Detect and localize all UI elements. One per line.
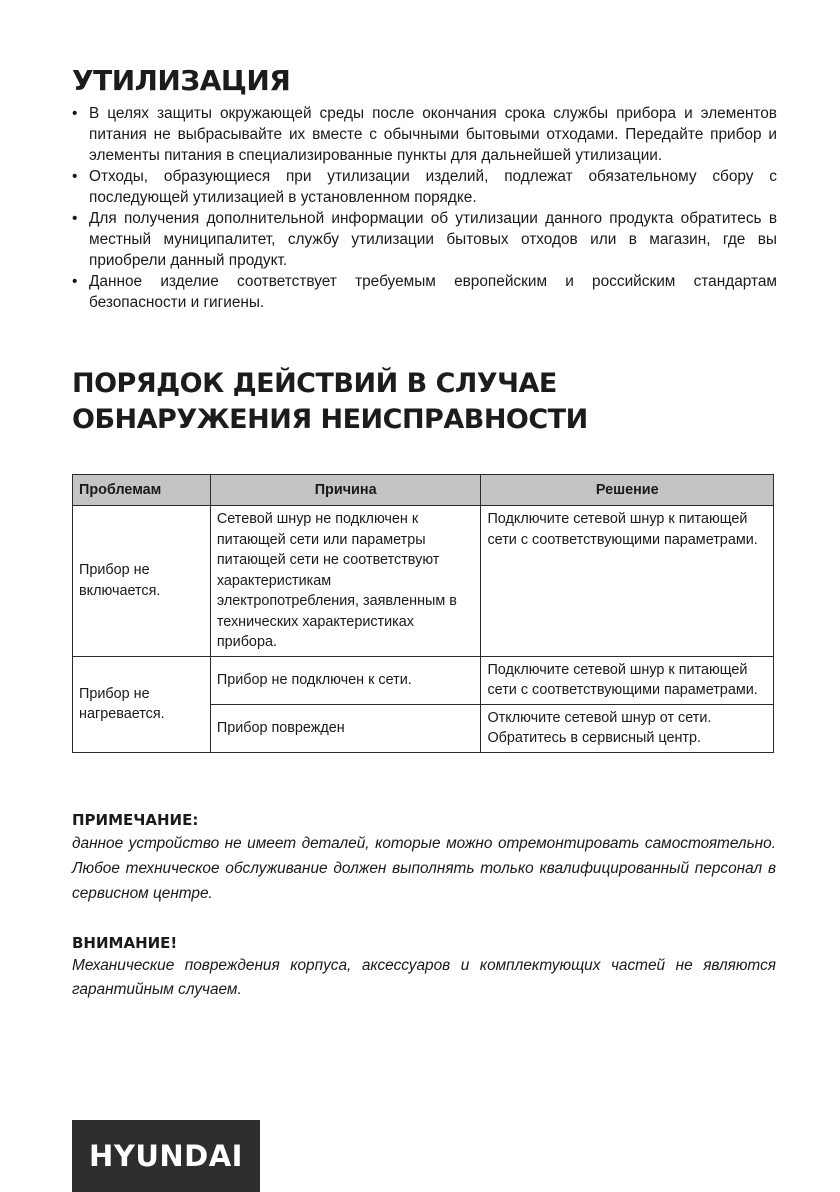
disposal-list [72, 103, 777, 313]
disposal-item: • Отходы, образующиеся при утилизации изделий, подлежат обязательному сбору с последующей утилизацией в установленном порядке. [72, 166, 777, 208]
warning-text: Механические повреждения корпуса, аксессуаров и комплектующих частей не являются гарантийным случаем. [72, 957, 776, 998]
warning-label: ВНИМАНИЕ! [72, 934, 178, 952]
hyundai-logo [72, 1120, 260, 1192]
logo-text: HYUNDAI [89, 1139, 243, 1173]
header-cause: Причина [210, 475, 481, 506]
header-problem: Проблемам [73, 475, 211, 506]
disposal-title: УТИЛИЗАЦИЯ [72, 64, 291, 97]
problem-cell: Прибор не нагревается. [73, 656, 211, 752]
solution-cell: Подключите сетевой шнур к питающей сети с соответствующими параметрами. [481, 506, 774, 657]
cause-cell: Сетевой шнур не подключен к питающей сети или параметры питающей сети не соответствуют характеристикам электропотребления, заявленным в технических характеристиках прибора. [210, 506, 481, 657]
table-row [73, 656, 774, 704]
problem-cell: Прибор не включается. [73, 506, 211, 657]
solution-cell: Подключите сетевой шнур к питающей сети с соответствующими параметрами. [481, 656, 774, 704]
note-text: данное устройство не имеет деталей, которые можно отремонтировать самостоятельно. Любое техническое обслуживание должен выполнять только квалифицированный персонал в сервисном центре. [72, 835, 776, 902]
troubleshooting-title: ПОРЯДОК ДЕЙСТВИЙ В СЛУЧАЕ ОБНАРУЖЕНИЯ НЕИСПРАВНОСТИ [72, 368, 588, 435]
cause-cell: Прибор не подключен к сети. [210, 656, 481, 704]
troubleshooting-table [72, 474, 774, 753]
disposal-item: • В целях защиты окружающей среды после окончания срока службы прибора и элементов питания не выбрасывайте их вместе с обычными бытовыми отходами. Передайте прибор и элементы питания в специализированные пункты для дальнейшей утилизации. [72, 103, 777, 166]
disposal-item: • Данное изделие соответствует требуемым европейским и российским стандартам безопасности и гигиены. [72, 271, 777, 313]
header-solution: Решение [481, 475, 774, 506]
table-row [73, 506, 774, 657]
solution-cell: Отключите сетевой шнур от сети. Обратитесь в сервисный центр. [481, 704, 774, 752]
note-label: ПРИМЕЧАНИЕ: [72, 811, 199, 829]
disposal-item: • Для получения дополнительной информации об утилизации данного продукта обратитесь в местный муниципалитет, службу утилизации бытовых отходов или в магазин, где вы приобрели данный продукт. [72, 208, 777, 271]
cause-cell: Прибор поврежден [210, 704, 481, 752]
table-header-row [73, 475, 774, 506]
